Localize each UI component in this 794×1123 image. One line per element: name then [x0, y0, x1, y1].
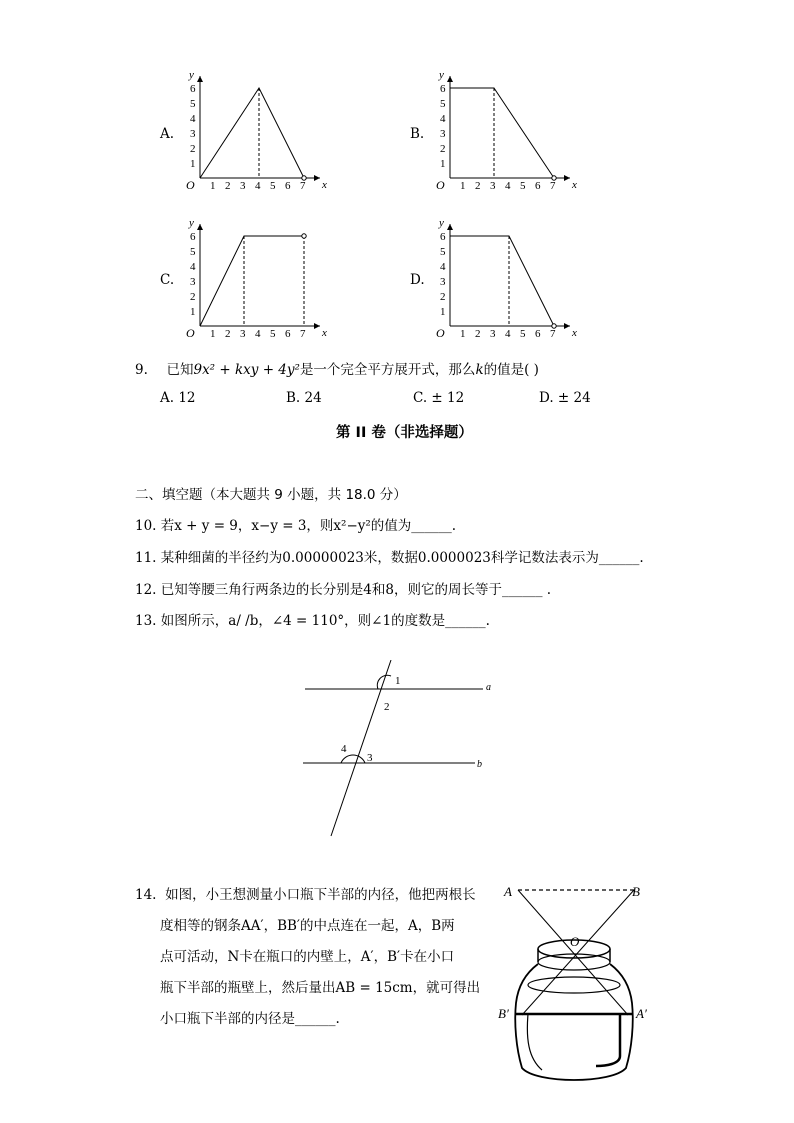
- angle-3-label: 3: [367, 752, 373, 764]
- angle-4-label: 4: [341, 743, 347, 755]
- svg-text:4: 4: [505, 328, 511, 340]
- svg-text:2: 2: [440, 143, 446, 155]
- svg-text:4: 4: [505, 180, 511, 192]
- option-c: C. ± 12: [413, 390, 465, 406]
- svg-text:6: 6: [535, 328, 541, 340]
- svg-text:7: 7: [550, 180, 556, 192]
- option-label: B.: [410, 126, 425, 142]
- angle-2-label: 2: [384, 701, 390, 713]
- svg-text:2: 2: [225, 180, 231, 192]
- question-number: 12.: [135, 582, 157, 598]
- x-axis-label: x: [322, 179, 327, 191]
- origin-label: O: [186, 326, 195, 340]
- svg-text:4: 4: [440, 113, 446, 125]
- svg-text:6: 6: [535, 180, 541, 192]
- svg-text:2: 2: [190, 143, 196, 155]
- question-number: 9.: [135, 362, 148, 378]
- svg-text:5: 5: [190, 246, 196, 258]
- svg-text:4: 4: [255, 180, 261, 192]
- section-heading: 二、填空题（本大题共 9 小题，共 18.0 分）: [135, 487, 407, 503]
- label-a-prime: A′: [636, 1006, 647, 1021]
- label-o: O: [570, 934, 580, 949]
- svg-text:2: 2: [475, 180, 481, 192]
- svg-text:6: 6: [190, 83, 196, 95]
- question-number: 14.: [135, 887, 157, 903]
- svg-text:1: 1: [190, 306, 196, 318]
- option-b: B. 24: [286, 390, 322, 406]
- question-text: 若x + y = 9，x−y = 3，则x²−y²的值为______.: [160, 518, 457, 534]
- option-label: A.: [160, 126, 175, 142]
- question-9: 9. 已知9x² + kxy + 4y²是一个完全平方展开式，那么k的值是( ): [135, 362, 539, 378]
- svg-text:3: 3: [240, 180, 246, 192]
- x-axis-label: x: [572, 179, 577, 191]
- bottle-figure: [496, 878, 666, 1090]
- graph-c: [150, 210, 330, 340]
- graph-svg: [430, 62, 580, 192]
- question-number: 13.: [135, 613, 157, 629]
- x-axis-label: x: [322, 327, 327, 339]
- question-10: [135, 514, 456, 534]
- graph-svg: [180, 62, 330, 192]
- question-text: 如图所示，a/ /b，∠4 = 110°，则∠1的度数是______.: [160, 613, 490, 629]
- svg-text:5: 5: [520, 328, 526, 340]
- y-axis-label: y: [189, 217, 194, 229]
- question-11: [135, 546, 644, 566]
- y-axis-label: y: [439, 217, 444, 229]
- svg-text:5: 5: [440, 246, 446, 258]
- graph-svg: [180, 210, 330, 340]
- question-text: 某种细菌的半径约为0.00000023米，数据0.0000023科学记数法表示为______.: [160, 550, 644, 566]
- svg-text:3: 3: [190, 128, 196, 140]
- svg-text:4: 4: [190, 261, 196, 273]
- svg-text:1: 1: [190, 158, 196, 170]
- svg-text:5: 5: [270, 180, 276, 192]
- svg-text:7: 7: [300, 328, 306, 340]
- svg-text:4: 4: [255, 328, 261, 340]
- question-13: [135, 609, 490, 629]
- line-b-label: b: [477, 759, 482, 770]
- svg-text:3: 3: [490, 328, 496, 340]
- label-a: A: [504, 884, 512, 899]
- graph-a: [150, 62, 330, 192]
- part-title: 第 II 卷（非选择题）: [336, 425, 473, 441]
- svg-text:4: 4: [190, 113, 196, 125]
- y-axis-label: y: [439, 69, 444, 81]
- origin-label: O: [186, 178, 195, 192]
- svg-text:2: 2: [225, 328, 231, 340]
- label-b-prime: B′: [498, 1006, 509, 1021]
- svg-text:4: 4: [440, 261, 446, 273]
- svg-text:3: 3: [240, 328, 246, 340]
- svg-text:7: 7: [300, 180, 306, 192]
- svg-text:5: 5: [190, 98, 196, 110]
- option-a: A. 12: [160, 390, 196, 406]
- svg-text:1: 1: [440, 158, 446, 170]
- angle-1-label: 1: [395, 675, 401, 687]
- svg-text:5: 5: [270, 328, 276, 340]
- svg-text:7: 7: [550, 328, 556, 340]
- option-d: D. ± 24: [539, 390, 591, 406]
- option-label: D.: [410, 272, 425, 288]
- line-a-label: a: [486, 682, 491, 693]
- svg-text:3: 3: [440, 128, 446, 140]
- svg-text:1: 1: [440, 306, 446, 318]
- x-axis-label: x: [572, 327, 577, 339]
- expression: 9x² + kxy + 4y²: [193, 362, 300, 378]
- graph-svg: [430, 210, 580, 340]
- question-text: 已知: [166, 362, 194, 378]
- svg-text:1: 1: [210, 180, 216, 192]
- question-14: 14. 如图，小王想测量小口瓶下半部的内径，他把两根长 度相等的钢条AA′，BB′的中点连在一起，A，B两 点可活动，N卡在瓶口的内壁上，A′，B′卡在小口 瓶下半部的瓶壁上，然后量出AB = 15cm，就可得出 小口瓶下半部的内径是______.: [135, 887, 481, 1027]
- y-axis-label: y: [189, 69, 194, 81]
- graph-d: [400, 210, 580, 340]
- svg-text:6: 6: [285, 180, 291, 192]
- svg-text:1: 1: [210, 328, 216, 340]
- question-number: 10.: [135, 518, 157, 534]
- svg-text:6: 6: [440, 231, 446, 243]
- parallel-lines-figure: [295, 660, 505, 840]
- question-number: 11.: [135, 550, 157, 566]
- svg-text:3: 3: [190, 276, 196, 288]
- svg-text:2: 2: [440, 291, 446, 303]
- graph-b: [400, 62, 580, 192]
- svg-text:2: 2: [475, 328, 481, 340]
- svg-text:5: 5: [520, 180, 526, 192]
- svg-text:6: 6: [190, 231, 196, 243]
- label-b: B: [632, 884, 640, 899]
- origin-label: O: [436, 326, 445, 340]
- svg-text:3: 3: [440, 276, 446, 288]
- origin-label: O: [436, 178, 445, 192]
- svg-text:5: 5: [440, 98, 446, 110]
- svg-text:6: 6: [440, 83, 446, 95]
- svg-text:1: 1: [460, 328, 466, 340]
- question-text: 已知等腰三角行两条边的长分别是4和8，则它的周长等于______ .: [160, 582, 552, 598]
- svg-text:6: 6: [285, 328, 291, 340]
- option-label: C.: [160, 272, 175, 288]
- svg-text:2: 2: [190, 291, 196, 303]
- question-12: [135, 578, 551, 598]
- svg-text:3: 3: [490, 180, 496, 192]
- svg-text:1: 1: [460, 180, 466, 192]
